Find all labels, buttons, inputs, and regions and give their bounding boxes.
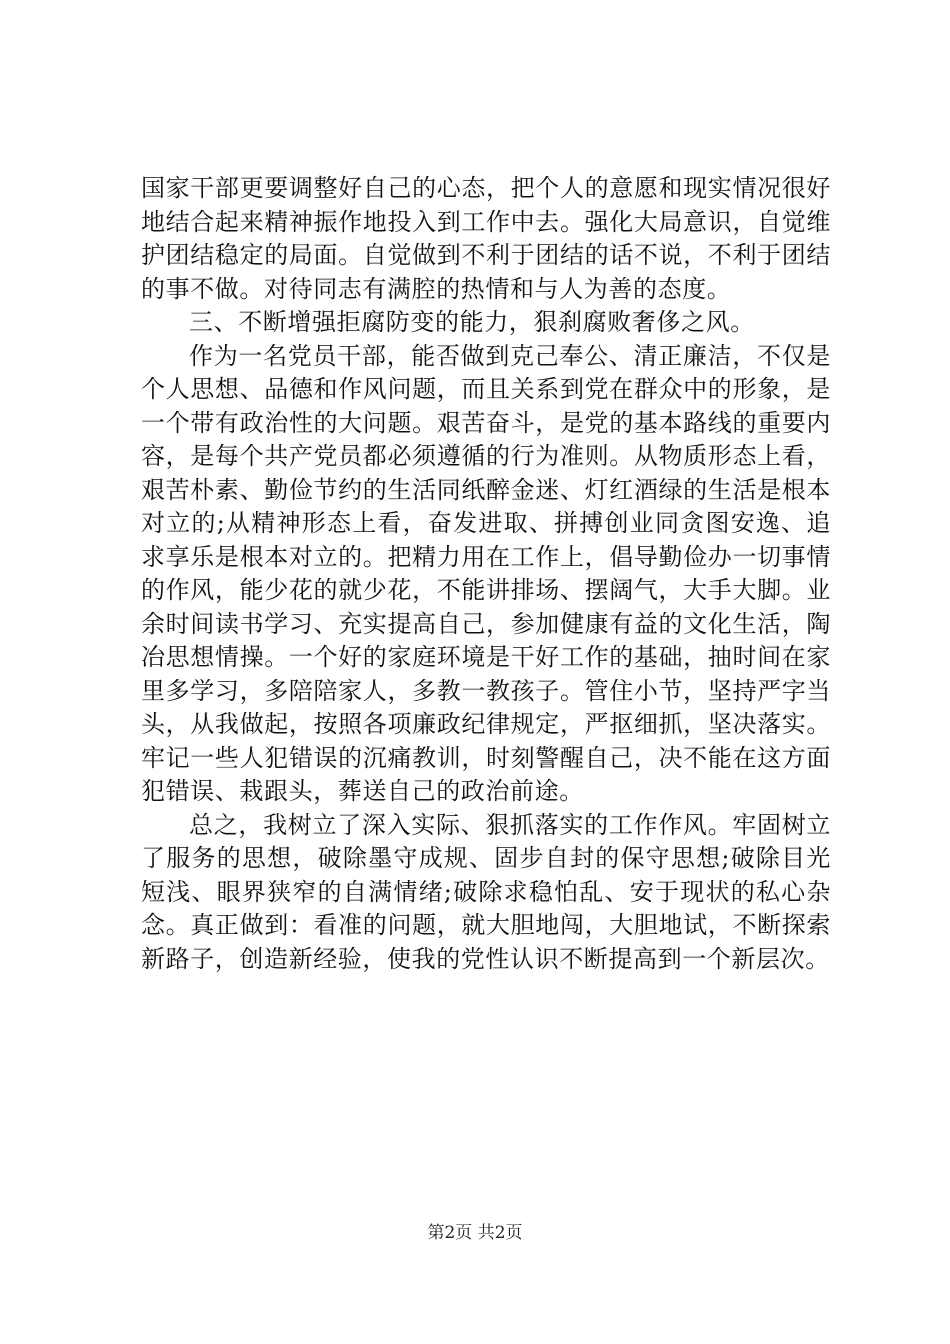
paragraph-conclusion: 总之，我树立了深入实际、狠抓落实的工作作风。牢固树立了服务的思想，破除墨守成规、固步自封的保守思想;破除目光短浅、眼界狭窄的自满情绪;破除求稳怕乱、安于现状的私心杂念。真正做到：看准的问题，就大胆地闯，大胆地试，不断探索新路子，创造新经验，使我的党性认识不断提高到一个新层次。 (141, 810, 831, 973)
section-heading: 三、不断增强拒腐防变的能力，狠刹腐败奢侈之风。 (189, 308, 755, 336)
document-body (141, 172, 831, 976)
paragraph-continuation: 国家干部更要调整好自己的心态，把个人的意愿和现实情况很好地结合起来精神振作地投入到工作中去。强化大局意识，自觉维护团结稳定的局面。自觉做到不利于团结的话不说，不利于团结的事不做。对待同志有满腔的热情和与人为善的态度。 (141, 174, 831, 303)
page-number-footer: 第2页 共2页 (427, 1223, 523, 1243)
paragraph-body: 作为一名党员干部，能否做到克己奉公、清正廉洁，不仅是个人思想、品德和作风问题，而且关系到党在群众中的形象，是一个带有政治性的大问题。艰苦奋斗，是党的基本路线的重要内容，是每个共产党员都必须遵循的行为准则。从物质形态上看，艰苦朴素、勤俭节约的生活同纸醉金迷、灯红酒绿的生活是根本对立的;从精神形态上看，奋发进取、拼搏创业同贪图安逸、追求享乐是根本对立的。把精力用在工作上，倡导勤俭办一切事情的作风，能少花的就少花，不能讲排场、摆阔气，大手大脚。业余时间读书学习、充实提高自己，参加健康有益的文化生活，陶冶思想情操。一个好的家庭环境是干好工作的基础，抽时间在家里多学习，多陪陪家人，多教一教孩子。管住小节，坚持严字当头，从我做起，按照各项廉政纪律规定，严抠细抓，坚决落实。牢记一些人犯错误的沉痛教训，时刻警醒自己，决不能在这方面犯错误、栽跟头，葬送自己的政治前途。 (141, 341, 831, 805)
